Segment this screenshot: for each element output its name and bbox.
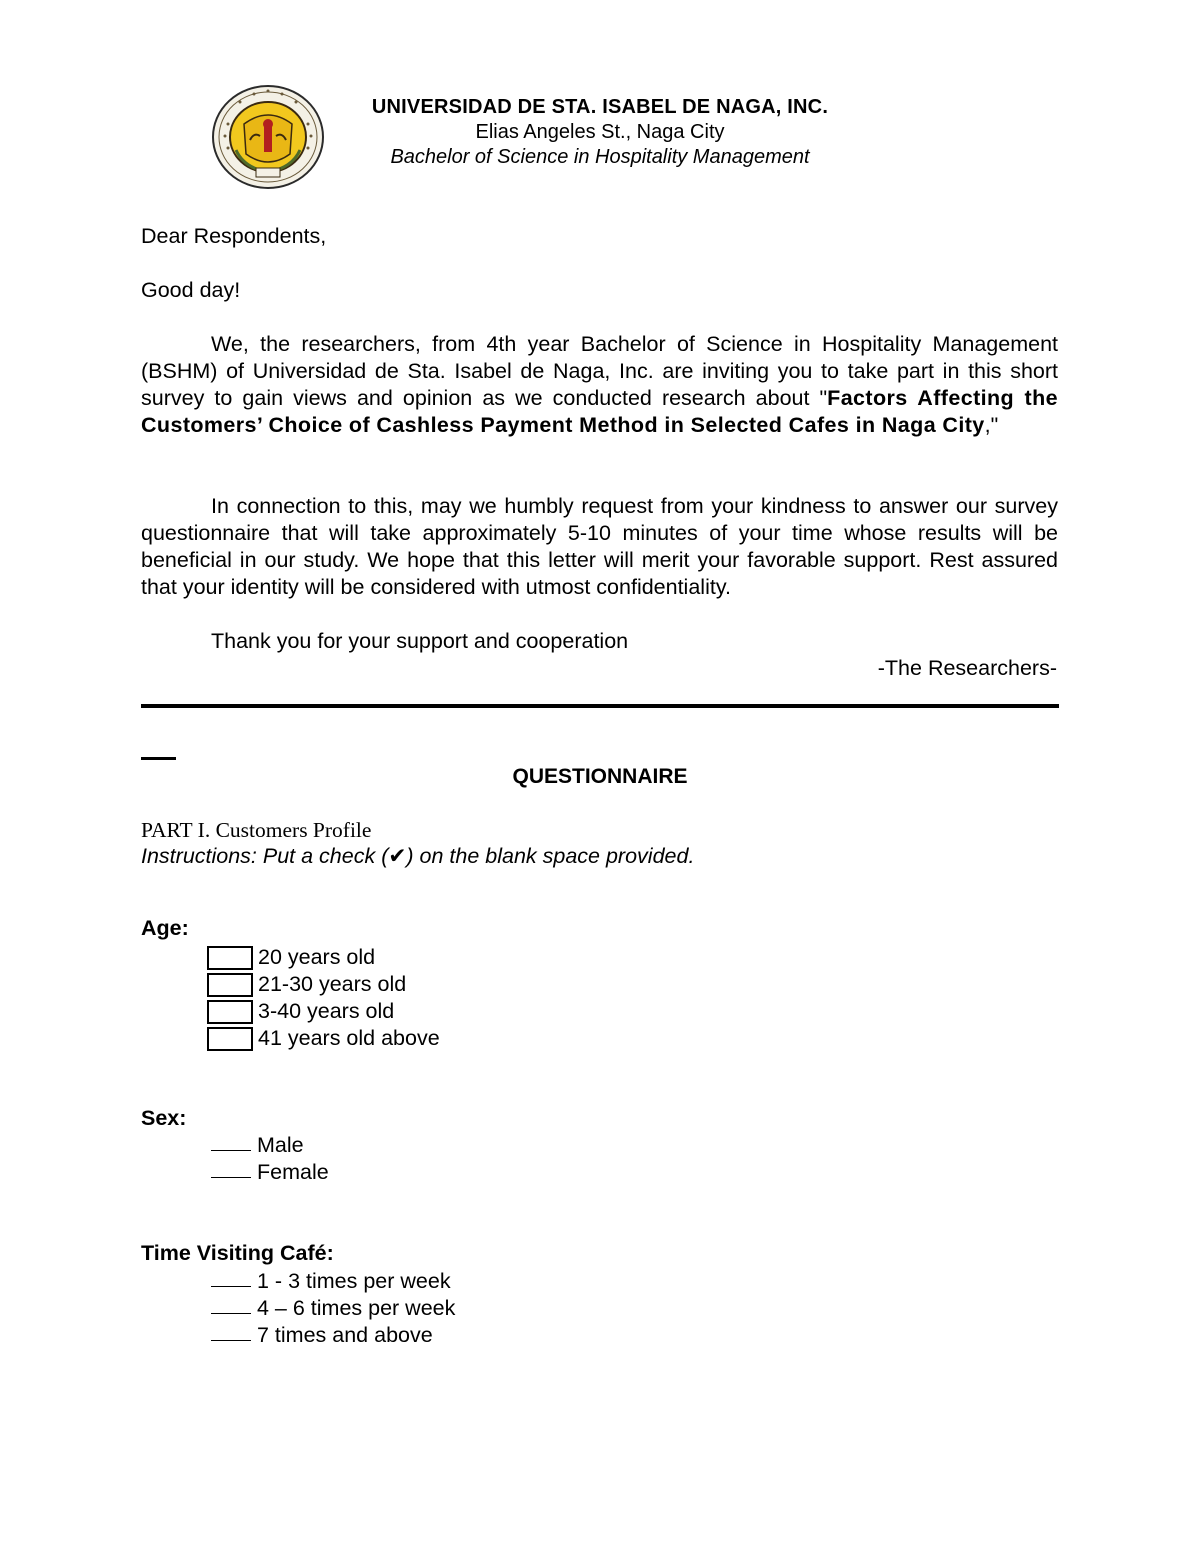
questionnaire-title: QUESTIONNAIRE xyxy=(512,765,688,788)
age-option[interactable] xyxy=(207,998,394,1025)
university-name: UNIVERSIDAD DE STA. ISABEL DE NAGA, INC. xyxy=(371,96,829,118)
study-title: Factors Affecting the Customers’ Choice of Cashless Payment Method in Selected Cafes in Naga City xyxy=(141,386,1058,437)
sex-option[interactable] xyxy=(207,1159,329,1186)
visits-option[interactable] xyxy=(207,1322,433,1349)
paragraph-1-intro: We, the researchers, from 4th year Bachelor of Science in Hospitality Management (BSHM) of Universidad de Sta. Isabel de Naga, Inc. are inviting you to take part in this short survey to gain views and opinion as we conducted research about " xyxy=(141,332,1058,410)
university-address: Elias Angeles St., Naga City xyxy=(475,121,725,143)
age-option-label: 21-30 years old xyxy=(258,972,407,996)
sex-option[interactable] xyxy=(207,1132,304,1159)
program-name: Bachelor of Science in Hospitality Management xyxy=(390,146,810,168)
visits-option-label: 1 - 3 times per week xyxy=(257,1269,451,1293)
age-option-label: 41 years old above xyxy=(258,1026,440,1050)
greeting: Good day! xyxy=(141,278,241,302)
sex-blank[interactable] xyxy=(211,1159,251,1178)
age-label: Age: xyxy=(141,916,189,940)
thanks-line: Thank you for your support and cooperation xyxy=(211,629,629,653)
age-checkbox[interactable] xyxy=(207,1000,253,1024)
visits-blank[interactable] xyxy=(211,1268,251,1287)
dash-mark xyxy=(141,757,176,760)
visits-option[interactable] xyxy=(207,1268,451,1295)
instructions: Instructions: Put a check (✔) on the blank space provided. xyxy=(141,844,695,868)
age-checkbox[interactable] xyxy=(207,1027,253,1051)
signoff: -The Researchers- xyxy=(877,656,1057,680)
sex-label: Sex: xyxy=(141,1106,187,1130)
age-option-label: 3-40 years old xyxy=(258,999,395,1023)
paragraph-1-end: ," xyxy=(984,413,999,437)
horizontal-rule xyxy=(141,704,1059,708)
age-option-label: 20 years old xyxy=(258,945,376,969)
age-option[interactable] xyxy=(207,971,406,998)
visits-option[interactable] xyxy=(207,1295,455,1322)
age-option[interactable] xyxy=(207,944,375,971)
salutation: Dear Respondents, xyxy=(141,224,327,248)
age-checkbox[interactable] xyxy=(207,973,253,997)
age-checkbox[interactable] xyxy=(207,946,253,970)
age-option[interactable] xyxy=(207,1025,440,1052)
visits-label: Time Visiting Café: xyxy=(141,1241,334,1265)
sex-option-label: Female xyxy=(257,1160,329,1184)
letter-paragraph-1 xyxy=(141,331,1058,439)
letter-paragraph-2: In connection to this, may we humbly request from your kindness to answer our survey questionnaire that will take approximately 5-10 minutes of your time whose results will be beneficial in our study. We hope that this letter will merit your favorable support. Rest assured that your identity will be considered with utmost confidentiality. xyxy=(141,494,1058,599)
visits-option-label: 7 times and above xyxy=(257,1323,433,1347)
letterhead xyxy=(300,95,900,169)
sex-option-label: Male xyxy=(257,1133,304,1157)
part-title: PART I. Customers Profile xyxy=(141,818,372,842)
sex-blank[interactable] xyxy=(211,1132,251,1151)
visits-blank[interactable] xyxy=(211,1295,251,1314)
visits-option-label: 4 – 6 times per week xyxy=(257,1296,456,1320)
visits-blank[interactable] xyxy=(211,1322,251,1341)
